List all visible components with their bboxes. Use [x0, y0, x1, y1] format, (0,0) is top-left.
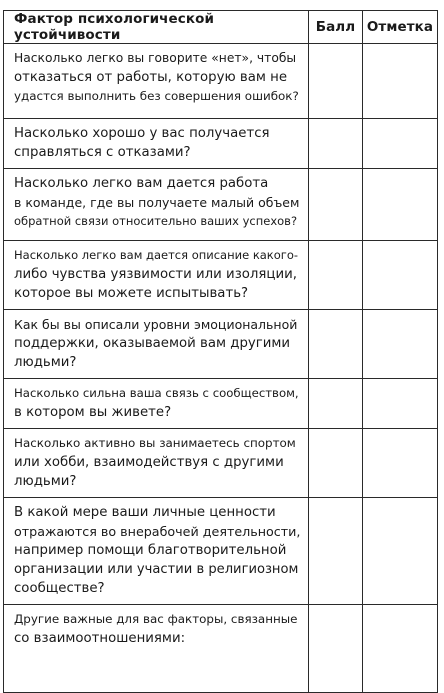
question-cell [4, 241, 309, 310]
question-cell [4, 44, 309, 119]
score-cell[interactable] [309, 498, 363, 605]
question-line: со взаимоотношениями: [14, 631, 186, 646]
resilience-factor-table [3, 10, 438, 693]
question-line: которое вы можете испытывать? [14, 286, 249, 301]
mark-cell[interactable] [363, 429, 438, 498]
score-cell[interactable] [309, 379, 363, 429]
score-cell[interactable] [309, 605, 363, 693]
question-line: отражаются во внерабочей деятельности, [14, 524, 301, 539]
table-row [4, 429, 438, 498]
question-line: обратной связи относительно ваших успехов? [14, 214, 298, 228]
question-line: например помощи благотворительной [14, 543, 287, 558]
question-line: удастся выполнить без совершения ошибок? [14, 89, 299, 103]
question-line: Насколько легко вам дается описание какого- [14, 248, 299, 262]
question-cell [4, 429, 309, 498]
question-cell [4, 605, 309, 693]
question-line: Как бы вы описали уровни эмоциональной [14, 317, 298, 332]
question-cell [4, 119, 309, 169]
table-row [4, 379, 438, 429]
mark-cell[interactable] [363, 310, 438, 379]
table-header-row [4, 11, 438, 44]
table-row [4, 169, 438, 241]
question-line: либо чувства уязвимости или изоляции, [14, 267, 297, 282]
question-line: людьми? [14, 474, 77, 489]
mark-cell[interactable] [363, 119, 438, 169]
mark-cell[interactable] [363, 605, 438, 693]
table-row [4, 605, 438, 693]
question-cell [4, 498, 309, 605]
question-line: людьми? [14, 355, 77, 370]
score-cell[interactable] [309, 169, 363, 241]
question-line: или хобби, взаимодействуя с другими [14, 455, 284, 470]
table-row [4, 44, 438, 119]
question-line: сообществе? [14, 581, 105, 596]
question-line: поддержки, оказываемой вам другими [14, 336, 291, 351]
question-line: в команде, где вы получаете малый объем [14, 195, 300, 210]
question-line: Насколько сильна ваша связь с сообществом, [14, 386, 299, 400]
table-row [4, 310, 438, 379]
question-line: Насколько легко вам дается работа [14, 176, 269, 191]
mark-cell[interactable] [363, 44, 438, 119]
score-cell[interactable] [309, 119, 363, 169]
header-factor: Фактор психологической устойчивости [4, 11, 309, 44]
mark-cell[interactable] [363, 379, 438, 429]
mark-cell[interactable] [363, 241, 438, 310]
question-cell [4, 379, 309, 429]
question-cell [4, 169, 309, 241]
header-score: Балл [309, 11, 363, 44]
question-line: справляться с отказами? [14, 145, 191, 160]
table-row [4, 241, 438, 310]
score-cell[interactable] [309, 310, 363, 379]
score-cell[interactable] [309, 241, 363, 310]
question-line: организации или участии в религиозном [14, 562, 299, 577]
question-line: в котором вы живете? [14, 405, 172, 420]
score-cell[interactable] [309, 44, 363, 119]
question-line: Другие важные для вас факторы, связанные [14, 612, 298, 626]
mark-cell[interactable] [363, 169, 438, 241]
question-line: В какой мере ваши личные ценности [14, 505, 276, 520]
mark-cell[interactable] [363, 498, 438, 605]
header-mark: Отметка [363, 11, 438, 44]
question-line: отказаться от работы, которую вам не [14, 70, 288, 85]
table-row [4, 498, 438, 605]
question-line: Насколько легко вы говорите «нет», чтобы [14, 51, 297, 65]
score-cell[interactable] [309, 429, 363, 498]
question-line: Насколько хорошо у вас получается [14, 126, 270, 141]
question-line: Насколько активно вы занимаетесь спортом [14, 436, 296, 450]
table-row [4, 119, 438, 169]
question-cell [4, 310, 309, 379]
